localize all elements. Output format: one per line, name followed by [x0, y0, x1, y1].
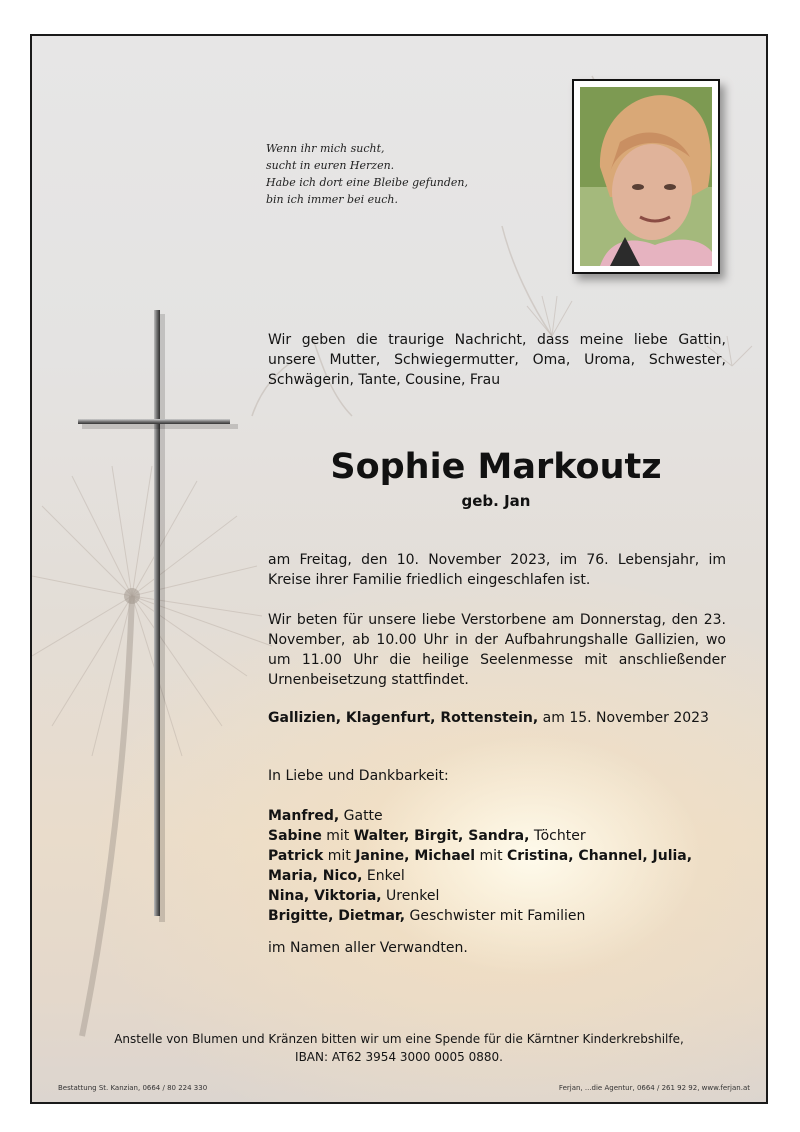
- family-relation: mit: [475, 848, 508, 864]
- memorial-quote: [266, 140, 468, 208]
- place-and-date: [268, 708, 726, 728]
- family-names: Maria, Nico,: [268, 868, 363, 884]
- portrait-frame: [572, 79, 720, 274]
- intro-text: Wir geben die traurige Nachricht, dass meine liebe Gattin, unsere Mutter, Schwiegermutter, Oma, Uroma, Schwester, Schwägerin, Tante, Cousine, Frau: [268, 332, 726, 388]
- family-relation: Gatte: [339, 808, 383, 824]
- family-list: [268, 806, 726, 926]
- family-names: Janine, Michael: [355, 848, 476, 864]
- family-names: Sabine: [268, 828, 322, 844]
- deceased-name: Sophie Markoutz: [330, 447, 662, 487]
- service-notice: Wir beten für unsere liebe Verstorbene am Donnerstag, den 23. November, ab 10.00 Uhr in der Aufbahrungshalle Gallizien, wo um 11.00 Uhr die heilige Seelenmesse mit anschließender Urnenbeisetzung stattfindet.: [268, 612, 726, 688]
- quote-line: Habe ich dort eine Bleibe gefunden,: [266, 176, 469, 189]
- funeral-home-contact: Bestattung St. Kanzian, 0664 / 80 224 330: [58, 1084, 208, 1092]
- donation-request: [32, 1030, 766, 1066]
- quote-line: bin ich immer bei euch.: [266, 193, 398, 206]
- family-names: Brigitte, Dietmar,: [268, 908, 406, 924]
- family-row: [268, 846, 726, 866]
- donation-line: Anstelle von Blumen und Kränzen bitten wir um eine Spende für die Kärntner Kinderkrebshilfe,: [114, 1032, 684, 1046]
- cross-icon: [78, 310, 238, 922]
- family-row: [268, 866, 726, 886]
- family-names: Cristina, Channel, Julia,: [507, 848, 693, 864]
- family-names: Manfred,: [268, 808, 340, 824]
- family-row: [268, 906, 726, 926]
- family-names: Patrick: [268, 848, 324, 864]
- family-relation: mit: [321, 828, 354, 844]
- family-relation: mit: [323, 848, 356, 864]
- death-notice: am Freitag, den 10. November 2023, im 76. Lebensjahr, im Kreise ihrer Familie friedlich eingeschlafen ist.: [268, 552, 726, 588]
- family-row: [268, 826, 726, 846]
- places: Gallizien, Klagenfurt, Rottenstein,: [268, 710, 539, 726]
- family-names: Walter, Birgit, Sandra,: [353, 828, 530, 844]
- family-names: Nina, Viktoria,: [268, 888, 382, 904]
- portrait-photo: [580, 87, 712, 266]
- family-relation: Geschwister mit Familien: [405, 908, 586, 924]
- family-relation: Enkel: [362, 868, 405, 884]
- family-relation: Urenkel: [381, 888, 440, 904]
- family-row: [268, 886, 726, 906]
- love-line: In Liebe und Dankbarkeit:: [268, 768, 449, 784]
- iban-line: IBAN: AT62 3954 3000 0005 0880.: [295, 1050, 503, 1064]
- obituary-notice: [30, 34, 768, 1104]
- portrait-photo-icon: [580, 87, 712, 266]
- closing-line: im Namen aller Verwandten.: [268, 940, 468, 956]
- quote-line: sucht in euren Herzen.: [266, 159, 395, 172]
- family-row: [268, 806, 726, 826]
- agency-contact: Ferjan, ...die Agentur, 0664 / 261 92 92, www.ferjan.at: [558, 1084, 750, 1092]
- maiden-name: geb. Jan: [461, 492, 531, 510]
- quote-line: Wenn ihr mich sucht,: [266, 142, 385, 155]
- notice-date: am 15. November 2023: [538, 710, 709, 726]
- family-relation: Töchter: [529, 828, 586, 844]
